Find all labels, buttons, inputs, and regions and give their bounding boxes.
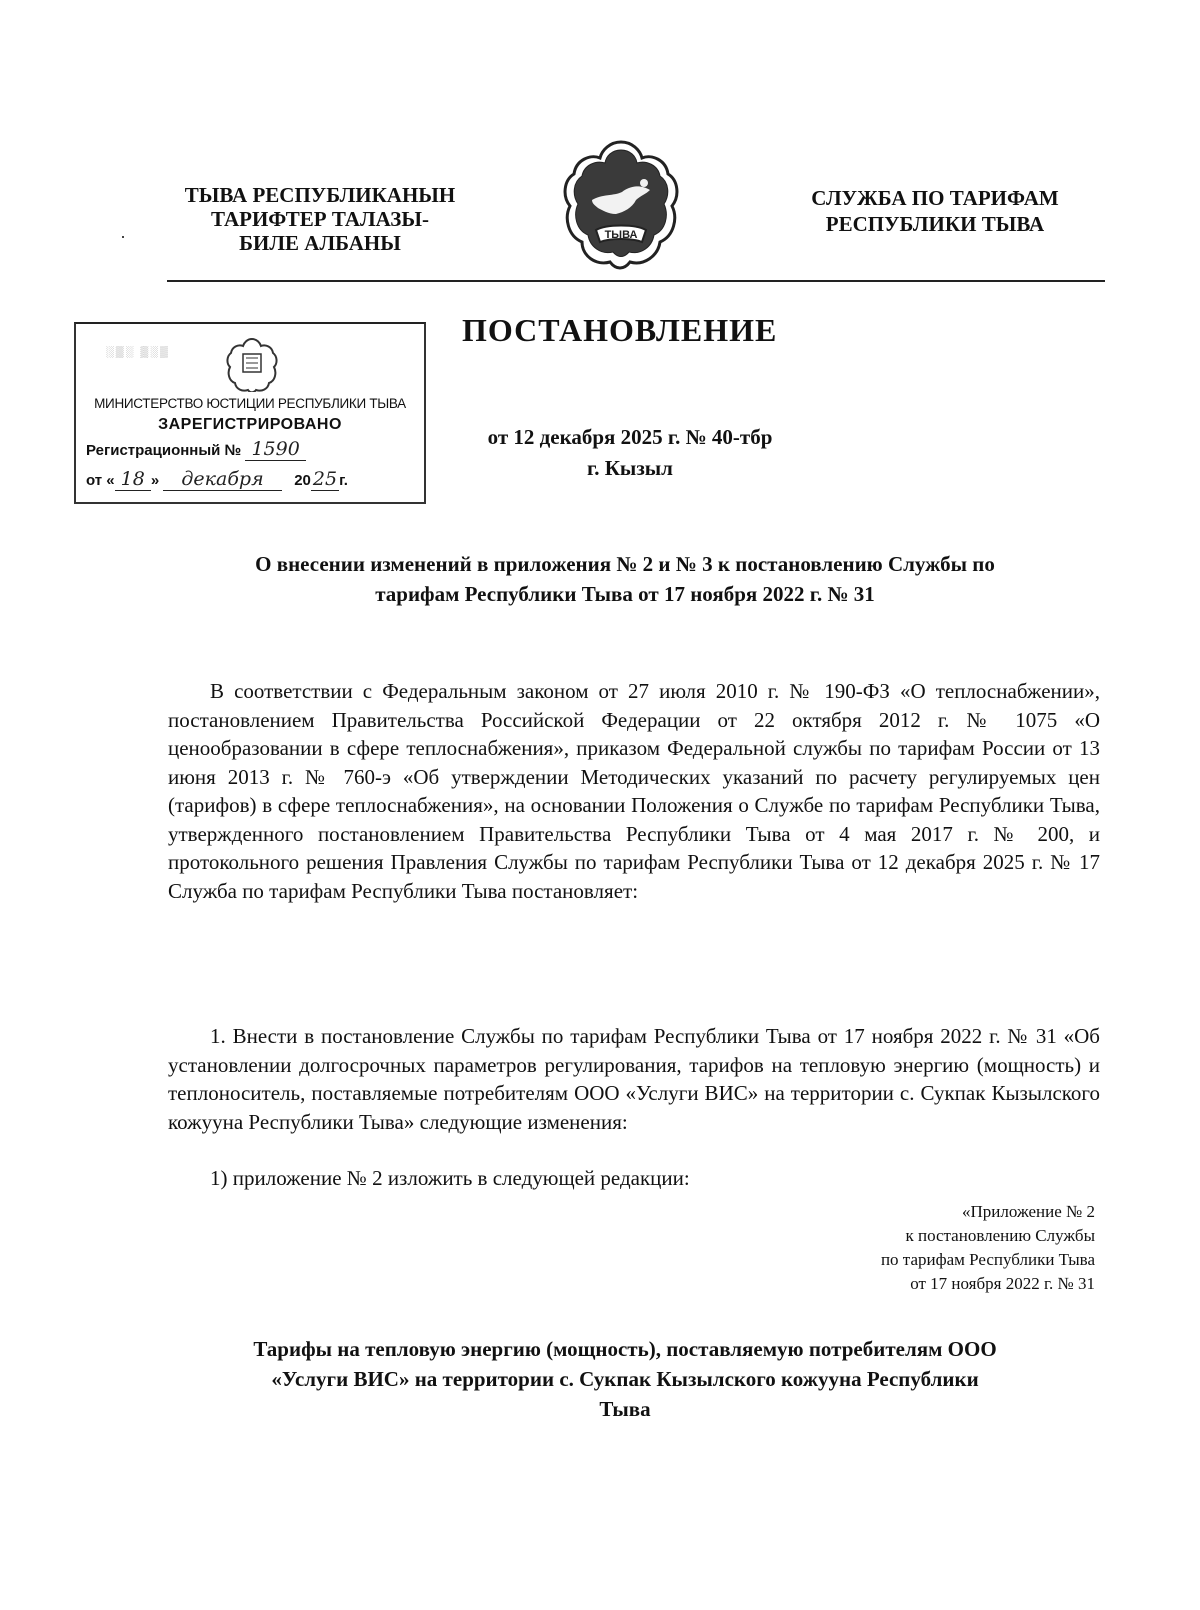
emblem-icon xyxy=(562,138,680,273)
appendix-line: «Приложение № 2 xyxy=(962,1202,1095,1221)
stamp-date-mid: » xyxy=(150,472,160,489)
header-right-line: РЕСПУБЛИКИ ТЫВА xyxy=(825,212,1045,236)
registration-stamp xyxy=(74,322,426,504)
stamp-emblem-icon xyxy=(226,336,278,392)
stamp-registered: ЗАРЕГИСТРИРОВАНО xyxy=(158,416,342,433)
republic-emblem xyxy=(562,138,680,273)
header-left-line: ТЫВА РЕСПУБЛИКАНЫН xyxy=(184,183,456,207)
document-type-title: ПОСТАНОВЛЕНИЕ xyxy=(462,312,778,348)
document-date-block xyxy=(440,422,820,484)
stamp-date-suffix: г. xyxy=(339,472,348,489)
stamp-ministry: МИНИСТЕРСТВО ЮСТИЦИИ РЕСПУБЛИКИ ТЫВА xyxy=(94,396,406,411)
tariff-section-title xyxy=(120,1334,1130,1424)
stamp-reg-label: Регистрационный № xyxy=(86,442,242,459)
stamp-date-day: 18 xyxy=(115,468,151,491)
stamp-reg-line xyxy=(86,438,306,460)
document-subject xyxy=(120,549,1130,609)
header-org-russian xyxy=(765,185,1105,237)
stamp-date-year-prefix: 20 xyxy=(294,472,311,489)
stamp-date-month: декабря xyxy=(163,468,281,491)
stamp-date xyxy=(86,468,348,490)
emblem-text: ТЫВА xyxy=(604,229,638,241)
tariff-title-line: «Услуги ВИС» на территории с. Сукпак Кызылского кожууна Республики xyxy=(271,1367,979,1391)
appendix-line: к постановлению Службы xyxy=(905,1226,1095,1245)
body-paragraph-preamble: В соответствии с Федеральным законом от 27 июля 2010 г. № 190-ФЗ «О теплоснабжении», постановлением Правительства Российской Федерации от 22 октября 2012 г. № 1075 «О ценообразовании в сфере теплоснабжения», приказом Федеральной службы по тарифам России от 13 июня 2013 г. № 760-э «Об утверждении Методических указаний по расчету регулируемых цен (тарифов) в сфере теплоснабжения», на основании Положения о Службе по тарифам Республики Тыва, утвержденного постановлением Правительства Республики Тыва от 4 мая 2017 г. № 200, и протокольного решения Правления Службы по тарифам Республики Тыва от 12 декабря 2025 г. № 17 Служба по тарифам Республики Тыва постановляет: xyxy=(168,679,1100,903)
header-right-line: СЛУЖБА ПО ТАРИФАМ xyxy=(811,186,1059,210)
appendix-line: по тарифам Республики Тыва xyxy=(880,1250,1095,1269)
stamp-date-year: 25 xyxy=(312,468,338,490)
stamp-date-prefix: от « xyxy=(86,472,115,489)
subject-line: О внесении изменений в приложения № 2 и № 3 к постановлению Службы по xyxy=(255,552,995,576)
appendix-line: от 17 ноября 2022 г. № 31 xyxy=(910,1274,1095,1293)
appendix-reference xyxy=(881,1200,1095,1296)
subject-line: тарифам Республики Тыва от 17 ноября 2022 г. № 31 xyxy=(375,582,875,606)
tariff-title-line: Тарифы на тепловую энергию (мощность), поставляемую потребителям ООО xyxy=(253,1337,997,1361)
tariff-title-line: Тыва xyxy=(599,1397,651,1421)
header-divider xyxy=(167,280,1105,282)
document-city: г. Кызыл xyxy=(587,456,673,480)
header-left-line: ТАРИФТЕР ТАЛАЗЫ- xyxy=(210,207,429,231)
stamp-reg-number: 1590 xyxy=(245,438,305,461)
header-org-tuvan xyxy=(150,183,490,255)
stamp-faded-mark: ░▒░ ▒░▒ xyxy=(106,346,170,358)
header-left-line: БИЛЕ АЛБАНЫ xyxy=(239,231,401,255)
body-paragraph-item-1: 1. Внести в постановление Службы по тарифам Республики Тыва от 17 ноября 2022 г. № 31 «Об установлении долгосрочных параметров регулирования, тарифов на тепловую энергию (мощность) и теплоноситель, поставляемые потребителям ООО «Услуги ВИС» на территории с. Сукпак Кызылского кожууна Республики Тыва» следующие изменения: xyxy=(168,1024,1100,1134)
body-paragraph-subitem-1: 1) приложение № 2 изложить в следующей редакции: xyxy=(210,1166,690,1190)
document-date: от 12 декабря 2025 г. № 40-тбр xyxy=(487,425,773,449)
scan-speck xyxy=(122,236,124,238)
